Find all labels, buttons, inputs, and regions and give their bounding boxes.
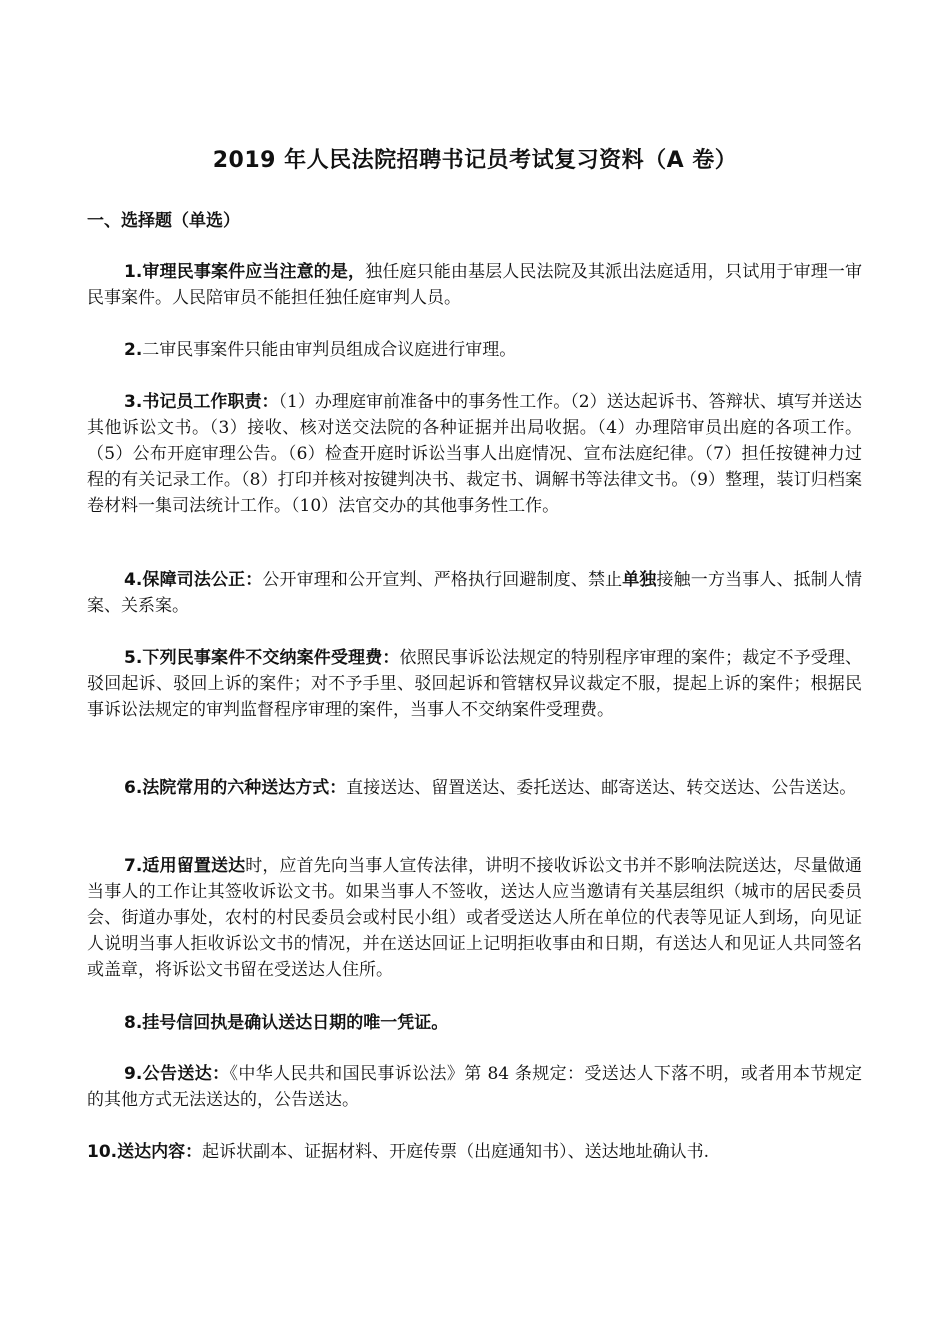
item-number: 6. — [124, 778, 143, 798]
item-number: 8. — [124, 1013, 143, 1033]
item-body: 起诉状副本、证据材料、开庭传票（出庭通知书）、送达地址确认书. — [202, 1142, 710, 1162]
item-number: 4. — [124, 570, 143, 590]
item-body: （1）办理庭审前准备中的事务性工作。（2）送达起诉书、答辩状、填写并送达其他诉讼文书。（3）接收、核对送交法院的各种证据并出局收据。（4）办理陪审员出庭的各项工作。（5）公布开庭审理公告。（6）检查开庭时诉讼当事人出庭情况、宣布法庭纪律。（7）担任按键神力过程的有关记录工作。（8）打印并核对按键判决书、裁定书、调解书等法律文书。（9）整理，装订归档案卷材料一集司法统计工作。（10）法官交办的其他事务性工作。 — [87, 392, 862, 516]
item-heading: 适用留置送达 — [142, 856, 246, 876]
document-title: 2019 年人民法院招聘书记员考试复习资料（A 卷） — [212, 148, 738, 173]
item-heading: 公告送达： — [142, 1064, 230, 1084]
item-number: 5. — [124, 648, 143, 668]
question-item-10 — [87, 1139, 862, 1165]
question-item-3 — [87, 389, 862, 519]
item-body: 直接送达、留置送达、委托送达、邮寄送达、转交送达、公告送达。 — [346, 778, 857, 798]
item-heading: 下列民事案件不交纳案件受理费： — [142, 648, 400, 668]
item-number: 9. — [124, 1064, 143, 1084]
item-number: 7. — [124, 856, 143, 876]
item-number: 10. — [87, 1142, 118, 1162]
item-body: 《中华人民共和国民事诉讼法》第 84 条规定：受送达人下落不明，或者用本节规定的其他方式无法送达的，公告送达。 — [87, 1064, 862, 1110]
item-number: 1. — [124, 262, 143, 282]
question-item-8 — [87, 1010, 862, 1036]
question-item-6 — [87, 775, 862, 801]
item-heading: 书记员工作职责： — [142, 392, 279, 412]
item-emphasis: 单独 — [622, 570, 657, 590]
item-heading: 审理民事案件应当注意的是， — [142, 262, 366, 282]
item-body: 二审民事案件只能由审判员组成合议庭进行审理。 — [142, 340, 517, 360]
question-item-4 — [87, 567, 862, 619]
item-body-part-a: 公开审理和公开宣判、严格执行回避制度、禁止 — [262, 570, 623, 590]
question-item-7 — [87, 853, 862, 983]
item-heading: 挂号信回执是确认送达日期的唯一凭证。 — [142, 1013, 449, 1033]
item-heading: 送达内容： — [117, 1142, 203, 1162]
item-body-part-b: 接触一方当事人、抵制人情案、关系案。 — [87, 570, 863, 616]
item-body: 依照民事诉讼法规定的特别程序审理的案件；裁定不予受理、驳回起诉、驳回上诉的案件；对不予手里、驳回起诉和管辖权异议裁定不服，提起上诉的案件；根据民事诉讼法规定的审判监督程序审理的案件，当事人不交纳案件受理费。 — [87, 648, 863, 720]
item-body: 时，应首先向当事人宣传法律，讲明不接收诉讼文书并不影响法院送达，尽量做通当事人的工作让其签收诉讼文书。如果当事人不签收，送达人应当邀请有关基层组织（城市的居民委员会、街道办事处，农村的村民委员会或村民小组）或者受送达人所在单位的代表等见证人到场，向见证人说明当事人拒收诉讼文书的情况，并在送达回证上记明拒收事由和日期，有送达人和见证人共同签名或盖章，将诉讼文书留在受送达人住所。 — [87, 856, 863, 980]
question-item-2 — [87, 337, 862, 363]
item-heading: 法院常用的六种送达方式： — [142, 778, 347, 798]
item-number: 2. — [124, 340, 143, 360]
item-heading: 保障司法公正： — [142, 570, 263, 590]
question-item-1 — [87, 259, 862, 311]
question-item-9 — [87, 1061, 862, 1113]
item-body: 独任庭只能由基层人民法院及其派出法庭适用，只试用于审理一审民事案件。人民陪审员不能担任独任庭审判人员。 — [87, 262, 863, 308]
question-item-5 — [87, 645, 862, 723]
item-number: 3. — [124, 392, 143, 412]
section-heading: 一、选择题（单选） — [87, 211, 240, 231]
